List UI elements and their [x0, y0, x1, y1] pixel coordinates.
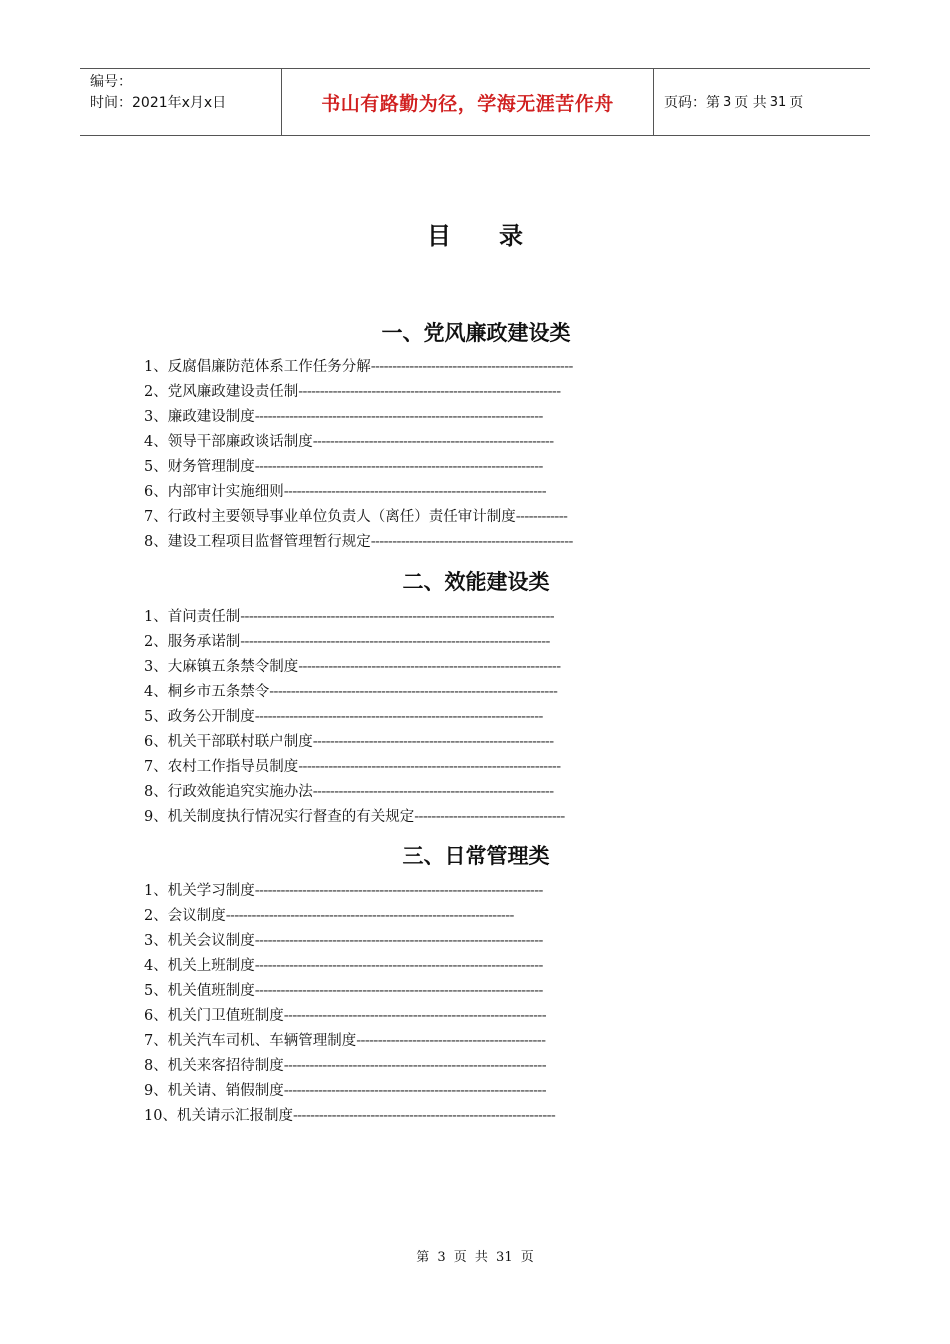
toc-item[interactable] — [144, 1054, 950, 1079]
toc-item-leader: -------------------------------------------- — [356, 1033, 546, 1049]
toc-item[interactable] — [144, 904, 950, 929]
toc-item[interactable] — [144, 954, 950, 979]
toc-item[interactable] — [144, 730, 950, 755]
toc-item-text: 9、机关制度执行情况实行督查的有关规定 — [144, 809, 415, 825]
toc-item-leader: ------------ — [515, 509, 568, 525]
toc-item[interactable] — [144, 929, 950, 954]
toc-item-text: 8、行政效能追究实施办法 — [144, 784, 313, 800]
toc-item-text: 6、机关干部联村联户制度 — [144, 734, 313, 750]
toc-title — [0, 216, 950, 251]
header-page-total: 31 — [769, 94, 787, 110]
toc-item[interactable] — [144, 879, 950, 904]
toc-item[interactable] — [144, 1104, 950, 1129]
toc-item-leader: ------------------------------------------------------------- — [298, 659, 561, 675]
toc-item-leader: -------------------------------------------------------- — [312, 784, 554, 800]
toc-item-leader: ------------------------------------------------------------------------- — [240, 609, 555, 625]
toc-item-leader: ------------------------------------------------------------------- — [225, 908, 514, 924]
toc-item-leader: ------------------------------------------------------------------- — [254, 883, 543, 899]
toc-item[interactable] — [144, 455, 950, 480]
toc-item-text: 6、内部审计实施细则 — [144, 484, 284, 500]
toc-item[interactable] — [144, 680, 950, 705]
toc-item-leader: ------------------------------------------------------------------- — [254, 459, 543, 475]
header-page-mid: 页 共 — [734, 95, 767, 111]
toc-item-leader: ------------------------------------------------------------------- — [254, 709, 543, 725]
toc-item-text: 7、机关汽车司机、车辆管理制度 — [144, 1033, 357, 1049]
toc-item-leader: ------------------------------------------------------------------- — [269, 684, 558, 700]
page-footer: 第 3 页 共 31 页 — [416, 1250, 534, 1265]
toc-item-leader: ------------------------------------------------------------------- — [254, 983, 543, 999]
toc-item-text: 6、机关门卫值班制度 — [144, 1008, 284, 1024]
toc-item[interactable] — [144, 430, 950, 455]
section-efficiency — [0, 567, 950, 830]
toc-item-text: 2、服务承诺制 — [144, 634, 241, 650]
header-page-current: 3 — [723, 94, 732, 110]
toc-item[interactable] — [144, 405, 950, 430]
toc-item[interactable] — [144, 1029, 950, 1054]
toc-item[interactable] — [144, 380, 950, 405]
toc-item[interactable] — [144, 505, 950, 530]
toc-item[interactable] — [144, 1004, 950, 1029]
toc-item-text: 9、机关请、销假制度 — [144, 1083, 284, 1099]
page-header — [80, 68, 870, 136]
toc-item-leader: ----------------------------------------------- — [370, 534, 573, 550]
toc-item-text: 7、行政村主要领导事业单位负责人（离任）责任审计制度 — [144, 509, 516, 525]
header-page-end: 页 — [789, 95, 804, 111]
toc-item-leader: ------------------------------------------------------------------------ — [240, 634, 550, 650]
toc-item[interactable] — [144, 979, 950, 1004]
toc-item-leader: ------------------------------------------------------------- — [283, 1058, 546, 1074]
toc-item[interactable] — [144, 355, 950, 380]
toc-list — [144, 879, 950, 1129]
toc-list — [144, 355, 950, 555]
toc-item-text: 4、机关上班制度 — [144, 958, 255, 974]
toc-item-text: 4、领导干部廉政谈话制度 — [144, 434, 313, 450]
toc-item-leader: ------------------------------------------------------------------- — [254, 933, 543, 949]
toc-item-leader: ------------------------------------------------------------------- — [254, 409, 543, 425]
toc-item-text: 1、机关学习制度 — [144, 883, 255, 899]
toc-item[interactable] — [144, 755, 950, 780]
header-time-label: 时间：2021年x月x日 — [90, 95, 227, 111]
toc-item-leader: -------------------------------------------------------- — [312, 734, 554, 750]
section-title: 二、效能建设类 — [402, 570, 550, 594]
toc-item[interactable] — [144, 480, 950, 505]
toc-item-leader: ------------------------------------------------------------------- — [254, 958, 543, 974]
toc-title-right: 录 — [499, 222, 523, 250]
toc-item-leader: ------------------------------------------------------------- — [283, 1083, 546, 1099]
toc-item-leader: ------------------------------------------------------------- — [298, 759, 561, 775]
toc-item-text: 5、机关值班制度 — [144, 983, 255, 999]
header-motto: 书山有路勤为径，学海无涯苦作舟 — [282, 69, 654, 135]
toc-item[interactable] — [144, 805, 950, 830]
section-title: 一、党风廉政建设类 — [381, 321, 571, 345]
toc-title-left: 目 — [427, 222, 451, 250]
toc-item-text: 5、财务管理制度 — [144, 459, 255, 475]
toc-item-text: 3、机关会议制度 — [144, 933, 255, 949]
toc-item-text: 1、首问责任制 — [144, 609, 241, 625]
toc-item-leader: ------------------------------------------------------------- — [283, 484, 546, 500]
toc-item-leader: -------------------------------------------------------- — [312, 434, 554, 450]
toc-item-text: 2、党风廉政建设责任制 — [144, 384, 299, 400]
toc-item[interactable] — [144, 530, 950, 555]
toc-item-leader: ----------------------------------- — [414, 809, 565, 825]
toc-item-text: 3、廉政建设制度 — [144, 409, 255, 425]
toc-item-text: 4、桐乡市五条禁令 — [144, 684, 270, 700]
toc-item-text: 10、机关请示汇报制度 — [144, 1108, 293, 1124]
toc-item[interactable] — [144, 630, 950, 655]
toc-item-leader: ------------------------------------------------------------- — [298, 384, 561, 400]
toc-item[interactable] — [144, 780, 950, 805]
header-number-label: 编号： — [90, 74, 132, 90]
toc-item[interactable] — [144, 605, 950, 630]
toc-item-leader: ------------------------------------------------------------- — [283, 1008, 546, 1024]
toc-item[interactable] — [144, 1079, 950, 1104]
toc-item-leader: ----------------------------------------------- — [370, 359, 573, 375]
section-daily-management — [0, 841, 950, 1129]
toc-item-text: 3、大麻镇五条禁令制度 — [144, 659, 299, 675]
toc-item-text: 5、政务公开制度 — [144, 709, 255, 725]
header-page-info — [654, 69, 870, 135]
toc-item-text: 8、机关来客招待制度 — [144, 1058, 284, 1074]
section-title: 三、日常管理类 — [402, 844, 550, 868]
section-party-integrity — [0, 318, 950, 555]
toc-item-text: 7、农村工作指导员制度 — [144, 759, 299, 775]
toc-list — [144, 605, 950, 830]
header-page-label: 页码：第 — [664, 95, 720, 111]
toc-item[interactable] — [144, 705, 950, 730]
toc-item-text: 1、反腐倡廉防范体系工作任务分解 — [144, 359, 371, 375]
toc-item-text: 2、会议制度 — [144, 908, 226, 924]
toc-item[interactable] — [144, 655, 950, 680]
toc-item-text: 8、建设工程项目监督管理暂行规定 — [144, 534, 371, 550]
toc-item-leader: ------------------------------------------------------------- — [292, 1108, 556, 1124]
header-meta — [80, 69, 282, 135]
